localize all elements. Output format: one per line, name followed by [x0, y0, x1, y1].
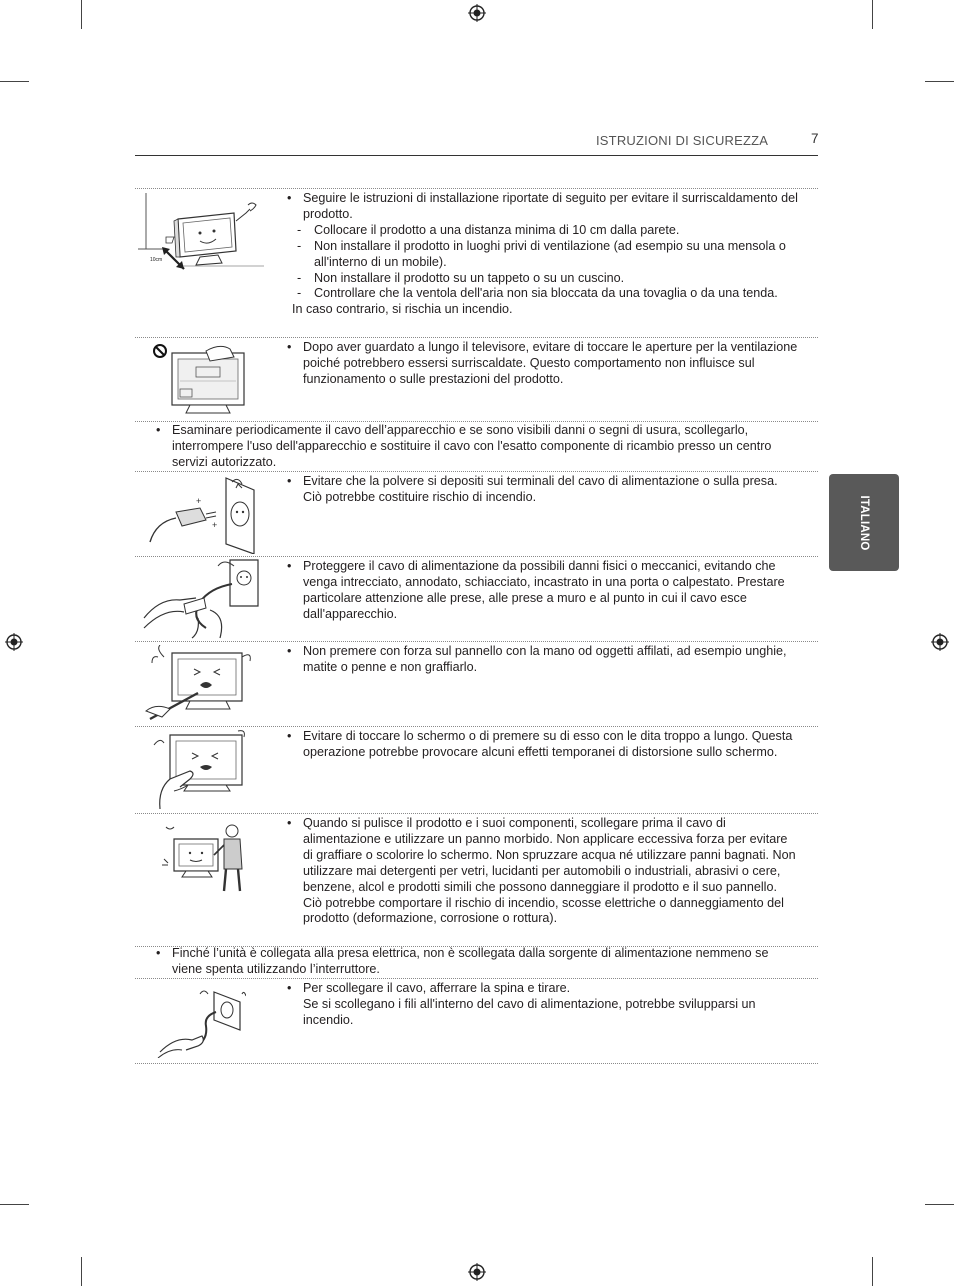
- unplug-illustration: [156, 986, 246, 1058]
- instruction-block: [287, 191, 799, 318]
- tv-wall-distance-illustration: [138, 191, 266, 271]
- sub-item: [287, 286, 799, 302]
- instruction-block: [156, 946, 800, 978]
- crop-mark: [925, 1204, 954, 1205]
- row-divider: [135, 726, 818, 727]
- bullet-item: [287, 729, 799, 761]
- bullet-item: [287, 474, 799, 490]
- instruction-block: [287, 340, 799, 388]
- row-divider: [135, 421, 818, 422]
- row-divider: [135, 337, 818, 338]
- sub-item: [287, 223, 799, 239]
- sub-item-text: Collocare il prodotto a una distanza minima di 10 cm dalla parete.: [314, 222, 680, 237]
- sub-item: [287, 239, 799, 271]
- sub-item-text: Controllare che la ventola dell'aria non sia bloccata da una tovaglia o da una tenda.: [314, 286, 778, 301]
- bullet-marker: •: [287, 981, 292, 995]
- svg-text:+: +: [212, 520, 218, 530]
- sub-item-text: Non installare il prodotto su un tappeto o su un cuscino.: [314, 270, 625, 285]
- registration-mark-icon: [468, 4, 486, 22]
- crop-mark: [925, 81, 954, 82]
- bullet-marker: •: [287, 559, 292, 573]
- sub-item-text: Non installare il prodotto in luoghi privi di ventilazione (ad esempio su una mensola o all'interno di un mobile).: [314, 238, 786, 269]
- bullet-text: Proteggere il cavo di alimentazione da possibili danni fisici o meccanici, evitando che venga intrecciato, annodato, schiacciato, incastrato in una porta o calpestato. Prestare particolare attenzione alle prese, alle prese a muro e al punto in cui il cavo esce dall'apparecchio.: [303, 559, 785, 621]
- bullet-text: Non premere con forza sul pannello con la mano od oggetti affilati, ad esempio unghie, matite o penne e non graffiarlo.: [303, 644, 787, 674]
- crop-mark: [0, 1204, 29, 1205]
- bullet-item: [156, 423, 800, 471]
- row-divider: [135, 978, 818, 979]
- note-text: In caso contrario, si rischia un incendio.: [292, 302, 513, 317]
- bullet-text: Evitare che la polvere si depositi sui terminali del cavo di alimentazione o sulla presa.: [303, 474, 778, 488]
- bullet-text: Quando si pulisce il prodotto e i suoi componenti, scollegare prima il cavo di alimentazione e utilizzare un panno morbido. Non applicare eccessiva forza per evitare di graffiare o scolorire lo schermo. Non spruzzare acqua né utilizzare panni bagnati. Non utilizzare mai detergenti per vetri, lucidanti per automobili o industriali, abrasivi o cere, benzene, alcol e prodotti simili che possono danneggiare il prodotto e il suo pannello.: [303, 816, 796, 894]
- bullet-marker: •: [287, 474, 292, 488]
- instruction-block: [287, 644, 799, 676]
- section-title: ISTRUZIONI DI SICUREZZA: [596, 133, 769, 148]
- bullet-item: [287, 981, 799, 997]
- crop-mark: [81, 1257, 82, 1286]
- dash-marker: -: [297, 286, 302, 301]
- crop-mark: [872, 1257, 873, 1286]
- bullet-marker: •: [156, 946, 161, 960]
- instruction-block: [287, 981, 799, 1029]
- instruction-block: [287, 474, 799, 506]
- bullet-text: Seguire le istruzioni di installazione riportate di seguito per evitare il surriscaldamento del prodotto.: [303, 191, 798, 221]
- distance-label: 10cm: [150, 257, 163, 263]
- svg-text:+: +: [196, 496, 202, 506]
- instruction-block: [287, 559, 799, 623]
- dusty-plug-illustration: [146, 474, 258, 554]
- row-divider: [135, 471, 818, 472]
- bullet-text: Finché l’unità è collegata alla presa elettrica, non è scollegata dalla sorgente di alimentazione nemmeno se viene spenta utilizzando l’interruttore.: [172, 946, 769, 976]
- bullet-marker: •: [287, 644, 292, 658]
- bullet-item: [287, 191, 799, 223]
- cleaning-illustration: [158, 819, 248, 895]
- cord-protection-illustration: [140, 558, 262, 640]
- instruction-block: [287, 729, 799, 761]
- dash-marker: -: [297, 238, 302, 253]
- header-rule: [135, 155, 818, 156]
- bullet-marker: •: [287, 191, 292, 205]
- bullet-marker: •: [156, 423, 161, 437]
- bullet-text: Evitare di toccare lo schermo o di premere su di esso con le dita troppo a lungo. Questa operazione potrebbe provocare alcuni effetti temporanei di distorsione sullo schermo.: [303, 729, 793, 759]
- continuation-text: Se si scollegano i fili all'interno del cavo di alimentazione, potrebbe svilupparsi un incendio.: [303, 996, 756, 1027]
- panel-scratch-illustration: [142, 645, 252, 723]
- instruction-block: [156, 423, 800, 471]
- bullet-marker: •: [287, 340, 292, 354]
- bullet-marker: •: [287, 816, 292, 830]
- dash-marker: -: [297, 222, 302, 237]
- bullet-text: Per scollegare il cavo, afferrare la spina e tirare.: [303, 981, 571, 995]
- screen-press-illustration: [150, 729, 250, 811]
- language-tab: [829, 474, 899, 571]
- row-divider: [135, 641, 818, 642]
- page-number: 7: [811, 131, 819, 146]
- registration-mark-icon: [931, 633, 949, 651]
- sub-item: [287, 271, 799, 287]
- registration-mark-icon: [5, 633, 23, 651]
- tv-ventilation-illustration: [150, 341, 250, 419]
- crop-mark: [0, 81, 29, 82]
- row-divider: [135, 188, 818, 189]
- dash-marker: -: [297, 270, 302, 285]
- bullet-item: [287, 559, 799, 623]
- bullet-text: Dopo aver guardato a lungo il televisore, evitare di toccare le aperture per la ventilazione poiché potrebbero essersi surriscaldate. Questo comportamento non influisce sul funzionamento o sulle prestazioni del prodotto.: [303, 340, 798, 386]
- crop-mark: [81, 0, 82, 29]
- bullet-text: Esaminare periodicamente il cavo dell’apparecchio e se sono visibili danni o segni di usura, scollegarlo, interrompere l'uso dell'apparecchio e sostituire il cavo con l'esatto componente di ricambio presso un centro servizi autorizzato.: [172, 423, 772, 469]
- instruction-block: [287, 816, 799, 927]
- row-divider: [135, 556, 818, 557]
- row-divider: [135, 1063, 818, 1064]
- bullet-item: [287, 340, 799, 388]
- bullet-item: [287, 644, 799, 676]
- continuation-text: Ciò potrebbe costituire rischio di incendio.: [303, 489, 537, 504]
- row-divider: [135, 813, 818, 814]
- registration-mark-icon: [468, 1263, 486, 1281]
- crop-mark: [872, 0, 873, 29]
- bullet-item: [287, 816, 799, 896]
- continuation-text: Ciò potrebbe comportare il rischio di incendio, scosse elettriche o danneggiamento del prodotto (deformazione, corrosione o rottura).: [303, 895, 784, 926]
- bullet-marker: •: [287, 729, 292, 743]
- language-tab-label: ITALIANO: [858, 494, 870, 551]
- bullet-item: [156, 946, 800, 978]
